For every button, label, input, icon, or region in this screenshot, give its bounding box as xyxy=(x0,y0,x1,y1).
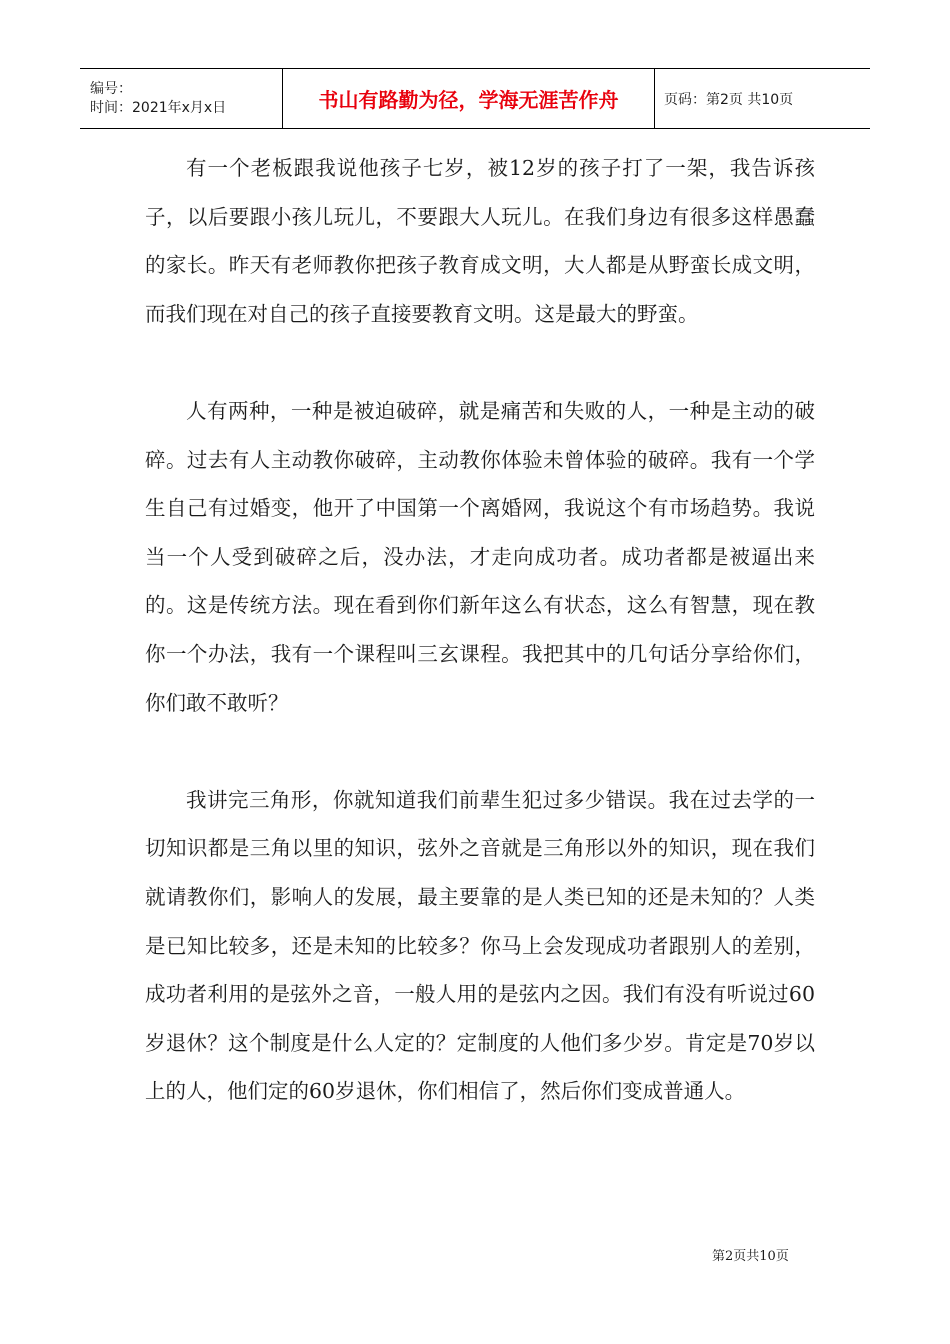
paragraph: 我讲完三角形，你就知道我们前辈生犯过多少错误。我在过去学的一切知识都是三角以里的知识，弦外之音就是三角形以外的知识，现在我们就请教你们，影响人的发展，最主要靠的是人类已知的还是未知的？人类是已知比较多，还是未知的比较多？你马上会发现成功者跟别人的差别，成功者利用的是弦外之音，一般人用的是弦内之因。我们有没有听说过60岁退休？这个制度是什么人定的？定制度的人他们多少岁。肯定是70岁以上的人，他们定的60岁退休，你们相信了，然后你们变成普通人。 xyxy=(145,787,815,1104)
page-info-text: 页码：第2页 共10页 xyxy=(664,91,794,108)
page-footer xyxy=(712,1245,789,1264)
motto-text: 书山有路勤为径，学海无涯苦作舟 xyxy=(318,88,619,112)
document-header xyxy=(80,68,870,129)
document-body xyxy=(145,144,815,1164)
header-page-info xyxy=(655,69,870,128)
paragraph: 有一个老板跟我说他孩子七岁，被12岁的孩子打了一架，我告诉孩子，以后要跟小孩儿玩儿，不要跟大人玩儿。在我们身边有很多这样愚蠢的家长。昨天有老师教你把孩子教育成文明，大人都是从野蛮长成文明，而我们现在对自己的孩子直接要教育文明。这是最大的野蛮。 xyxy=(145,156,815,326)
header-meta xyxy=(80,69,283,128)
footer-page-number: 第2页共10页 xyxy=(712,1249,789,1264)
paragraph: 人有两种，一种是被迫破碎，就是痛苦和失败的人，一种是主动的破碎。过去有人主动教你破碎，主动教你体验未曾体验的破碎。我有一个学生自己有过婚变，他开了中国第一个离婚网，我说这个有市场趋势。我说当一个人受到破碎之后，没办法，才走向成功者。成功者都是被逼出来的。这是传统方法。现在看到你们新年这么有状态，这么有智慧，现在教你一个办法，我有一个课程叫三玄课程。我把其中的几句话分享给你们，你们敢不敢听？ xyxy=(145,398,815,715)
number-label: 编号： xyxy=(90,80,132,97)
time-label: 时间：2021年x月x日 xyxy=(90,99,227,116)
header-motto xyxy=(283,69,655,128)
